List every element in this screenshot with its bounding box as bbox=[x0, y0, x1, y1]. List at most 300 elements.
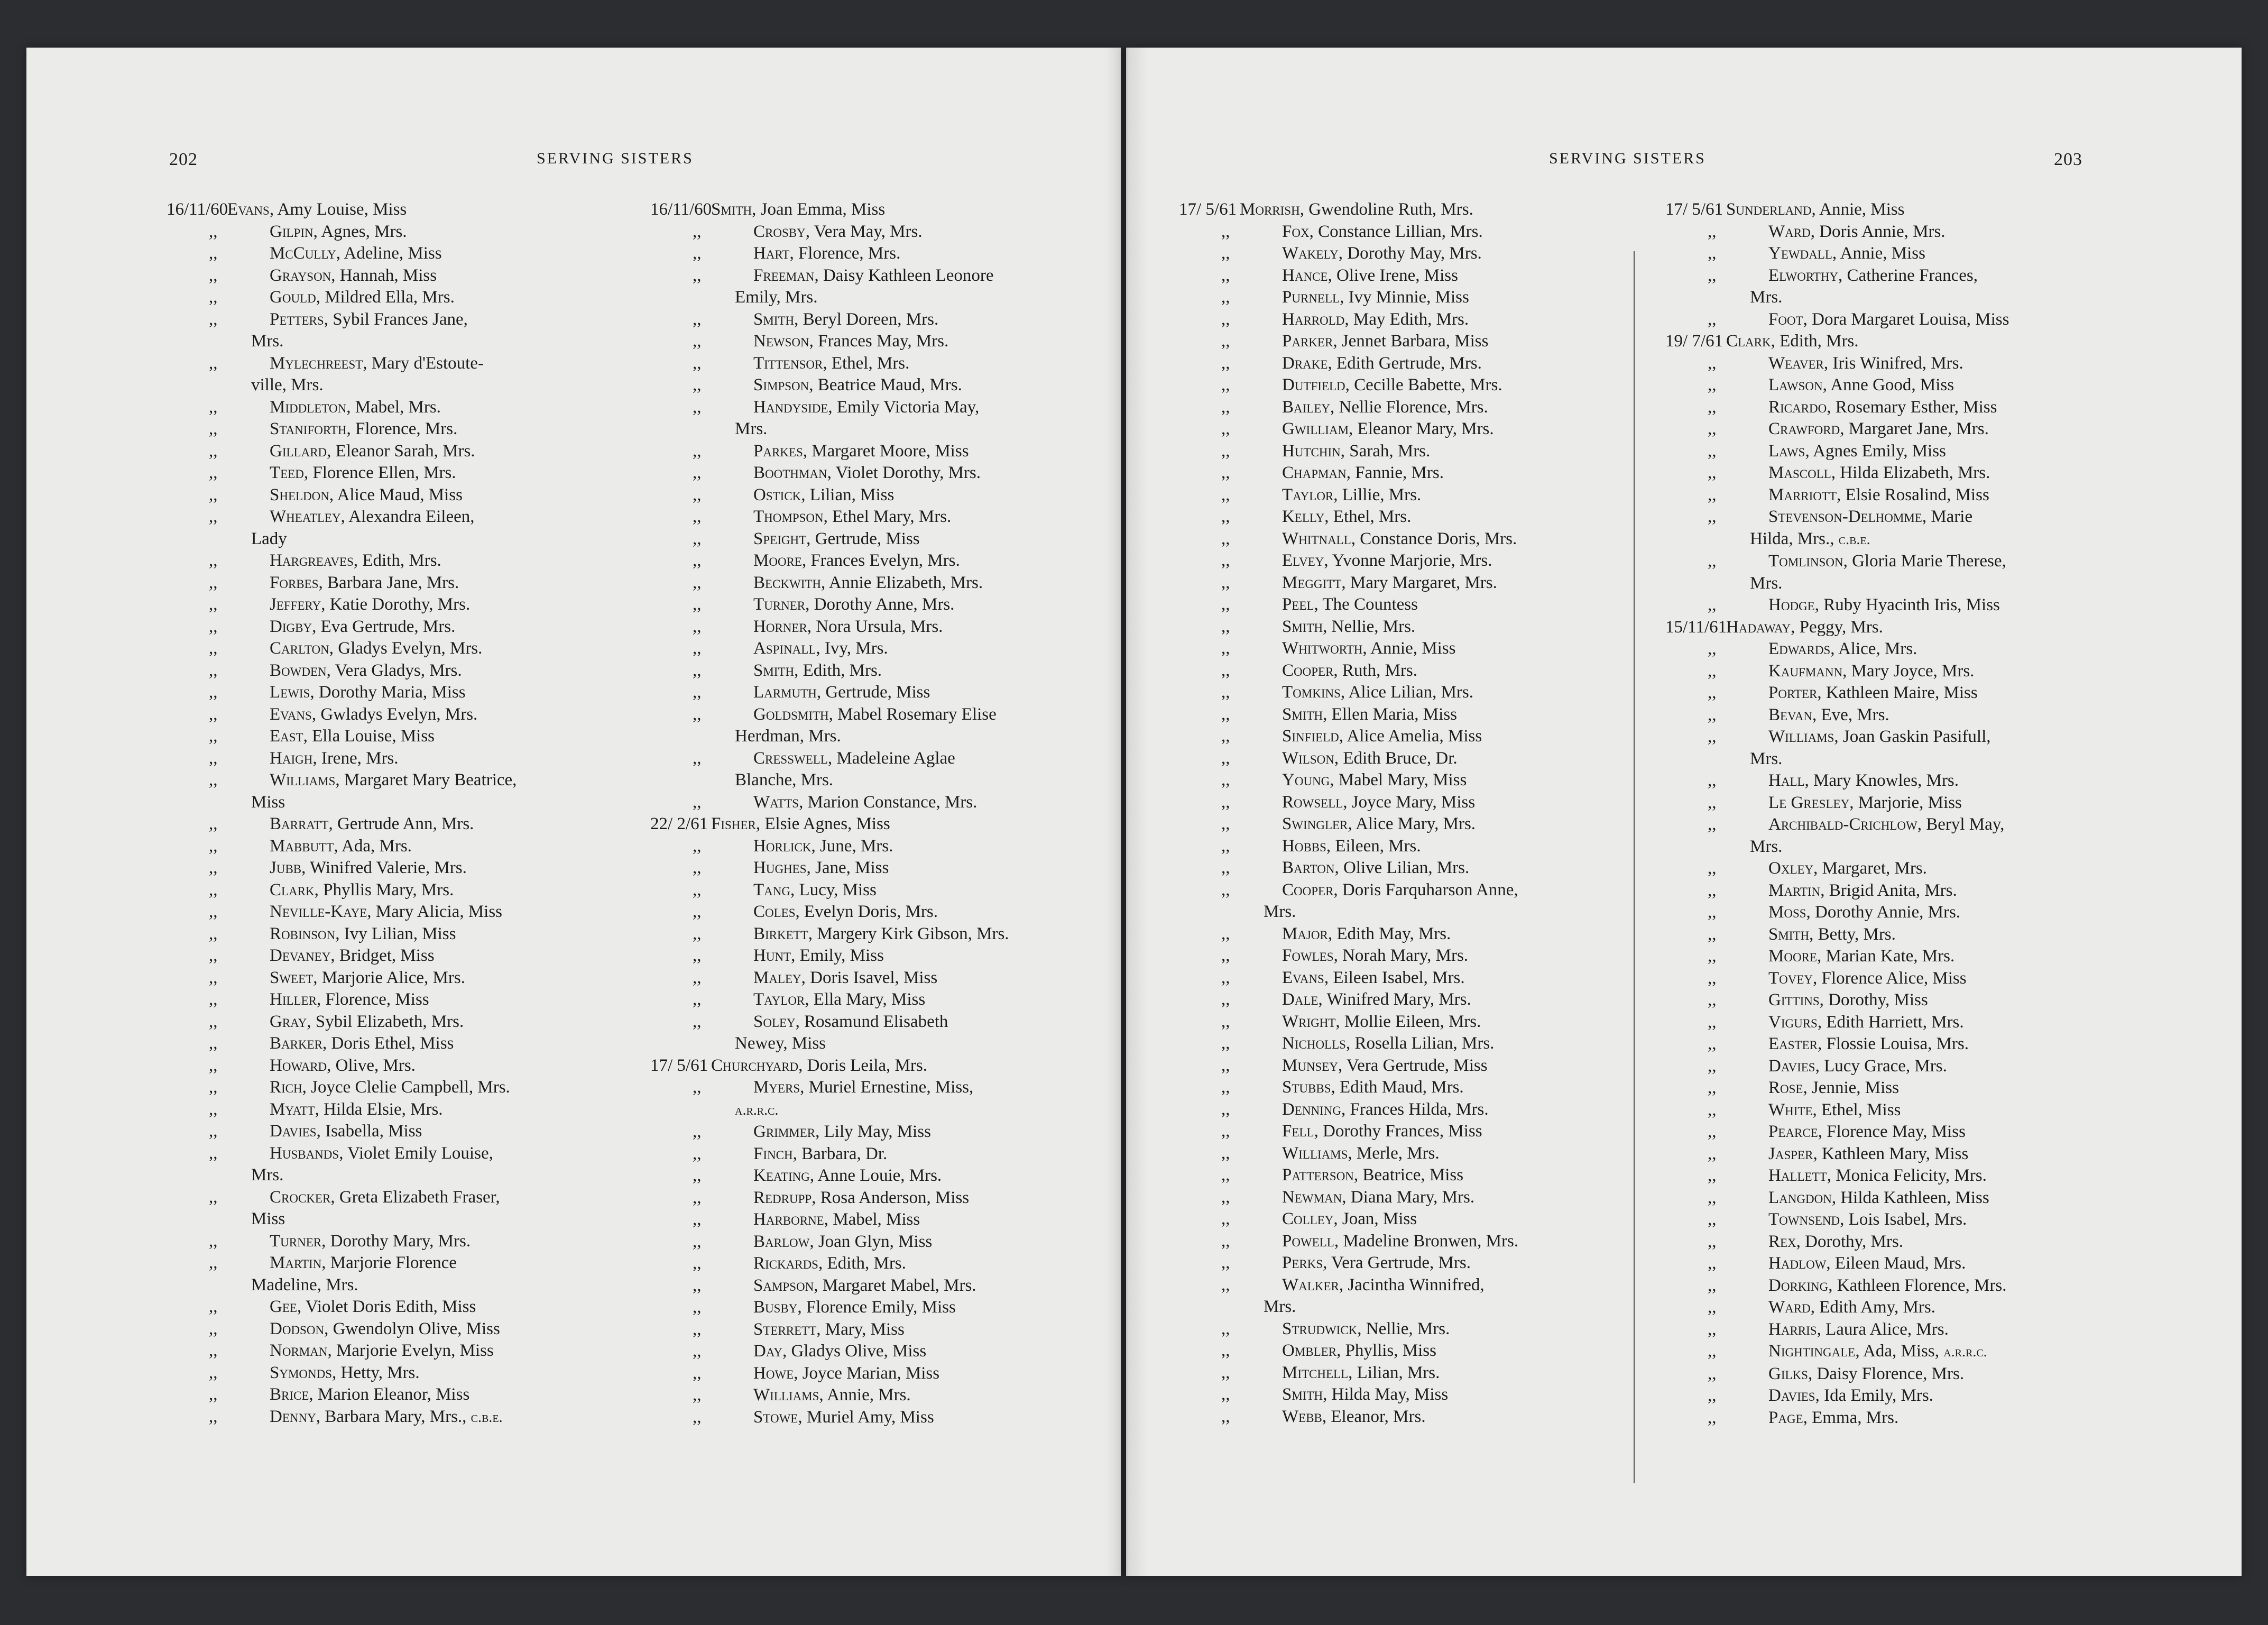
entry-name bbox=[1282, 1077, 1655, 1099]
entry-name bbox=[1282, 813, 1655, 836]
entry-date: ,, bbox=[1221, 507, 1230, 526]
entry-date: ,, bbox=[1221, 968, 1230, 987]
entry-date: ,, bbox=[1221, 1012, 1230, 1031]
entry-forenames: , Rosella Lilian, Mrs. bbox=[1345, 1034, 1495, 1053]
entry-forenames: , Dorothy, Mrs. bbox=[1796, 1232, 1903, 1251]
entry-row bbox=[650, 901, 1121, 923]
entry-forenames: , Hannah, Miss bbox=[331, 265, 437, 285]
entry-surname: Forbes bbox=[270, 573, 319, 592]
entry-date: ,, bbox=[1221, 1187, 1230, 1207]
entry-continuation bbox=[167, 1274, 642, 1297]
entry-name bbox=[1240, 901, 1655, 923]
entry-name bbox=[753, 857, 1121, 879]
entry-name bbox=[1282, 572, 1655, 594]
entry-surname: Sterrett bbox=[753, 1319, 817, 1339]
entry-row bbox=[1179, 506, 1655, 528]
entry-date: ,, bbox=[209, 639, 218, 658]
entry-date: ,, bbox=[693, 332, 702, 351]
entry-surname: Hobbs bbox=[1282, 836, 1326, 856]
entry-date: ,, bbox=[1708, 1034, 1717, 1053]
entry-date: ,, bbox=[693, 1342, 702, 1361]
entry-date: ,, bbox=[1708, 244, 1717, 263]
entry-surname: Hance bbox=[1282, 265, 1328, 285]
entry-date: ,, bbox=[1708, 1319, 1717, 1339]
entry-forenames: Mrs. bbox=[1750, 837, 1783, 856]
entry-name bbox=[1282, 550, 1655, 572]
entry-date: ,, bbox=[209, 858, 218, 877]
entry-date: ,, bbox=[693, 265, 702, 285]
entry-name bbox=[1726, 199, 2141, 221]
entry-name bbox=[753, 792, 1121, 814]
entry-surname: Stubbs bbox=[1282, 1078, 1331, 1097]
entry-name bbox=[711, 813, 1121, 836]
entry-name bbox=[1282, 330, 1655, 353]
entry-forenames: , Mildred Ella, Mrs. bbox=[316, 288, 455, 307]
entry-date: ,, bbox=[693, 397, 702, 417]
entry-date: ,, bbox=[1221, 573, 1230, 592]
entry-forenames: , Emma, Mrs. bbox=[1803, 1408, 1899, 1427]
entry-surname: Tittensor bbox=[753, 353, 823, 373]
entry-row bbox=[167, 879, 642, 902]
entry-date: ,, bbox=[1708, 880, 1717, 900]
entry-forenames: , Edith Harriett, Mrs. bbox=[1817, 1012, 1964, 1032]
entry-row bbox=[1665, 989, 2141, 1012]
left-page bbox=[26, 48, 1121, 1576]
entry-forenames: , Florence May, Miss bbox=[1818, 1122, 1966, 1141]
entry-surname: Wilson bbox=[1282, 748, 1334, 768]
entry-name bbox=[1282, 374, 1655, 397]
entry-name bbox=[1282, 726, 1655, 748]
entry-row bbox=[650, 1341, 1121, 1363]
entry-name bbox=[1282, 1121, 1655, 1143]
entry-date: ,, bbox=[1708, 1232, 1717, 1251]
entry-name bbox=[1726, 287, 2141, 309]
entry-name bbox=[1768, 594, 2141, 617]
entry-forenames: , Hilda May, Miss bbox=[1323, 1385, 1449, 1404]
entry-forenames: , Jennet Barbara, Miss bbox=[1333, 332, 1489, 351]
entry-forenames: , Mabel, Miss bbox=[824, 1210, 920, 1229]
entry-name bbox=[753, 330, 1121, 353]
entry-surname: Smith bbox=[753, 660, 795, 680]
entry-forenames: , Joan Gaskin Pasifull, bbox=[1834, 727, 1991, 746]
entry-forenames: , Lucy, Miss bbox=[790, 880, 877, 899]
entry-surname: Martin bbox=[1768, 880, 1821, 900]
entry-date: ,, bbox=[1708, 924, 1717, 944]
entry-surname: Taylor bbox=[753, 990, 805, 1009]
entry-surname: Hodge bbox=[1768, 595, 1815, 614]
entry-surname: Wright bbox=[1282, 1012, 1336, 1031]
entry-forenames: , Anne Good, Miss bbox=[1822, 375, 1954, 394]
entry-date: 16/11/60 bbox=[167, 200, 228, 219]
entry-date: ,, bbox=[693, 748, 702, 768]
entry-forenames: , Edith Amy, Mrs. bbox=[1810, 1298, 1935, 1317]
entry-name bbox=[227, 792, 642, 814]
entry-name bbox=[711, 1033, 1121, 1055]
entry-surname: Oxley bbox=[1768, 859, 1814, 878]
entry-date: ,, bbox=[209, 704, 218, 724]
entry-surname: Mascoll bbox=[1768, 463, 1831, 482]
entry-date: ,, bbox=[1221, 990, 1230, 1009]
entry-surname: Staniforth bbox=[270, 419, 347, 438]
entry-row bbox=[1179, 769, 1655, 792]
entry-date: ,, bbox=[1221, 639, 1230, 658]
entry-date: ,, bbox=[209, 748, 218, 768]
entry-date: ,, bbox=[693, 1363, 702, 1383]
entry-date: ,, bbox=[209, 1385, 218, 1404]
entry-date: ,, bbox=[693, 1188, 702, 1207]
entry-surname: Bailey bbox=[1282, 397, 1330, 417]
entry-continuation bbox=[1665, 748, 2141, 770]
entry-row bbox=[1179, 660, 1655, 682]
entry-forenames: , Ella Mary, Miss bbox=[805, 990, 926, 1009]
entry-row bbox=[1665, 704, 2141, 727]
entry-date: ,, bbox=[693, 660, 702, 680]
entry-forenames: , Ethel Mary, Mrs. bbox=[823, 507, 952, 526]
entry-date: ,, bbox=[1221, 748, 1230, 768]
entry-name bbox=[1768, 989, 2141, 1012]
entry-row bbox=[1665, 484, 2141, 507]
entry-name bbox=[1282, 682, 1655, 704]
entry-surname: Walker bbox=[1282, 1275, 1339, 1295]
entry-surname: Rickards bbox=[753, 1254, 818, 1273]
entry-date bbox=[167, 1208, 227, 1231]
entry-forenames: , Ivy, Mrs. bbox=[816, 639, 888, 658]
entry-forenames: , Eileen Isabel, Mrs. bbox=[1324, 968, 1465, 987]
entry-name bbox=[1768, 924, 2141, 946]
entry-surname: Marriott bbox=[1768, 485, 1837, 504]
entry-row bbox=[1179, 1231, 1655, 1253]
entry-name bbox=[753, 374, 1121, 397]
entry-forenames: , Eileen, Mrs. bbox=[1326, 836, 1421, 856]
entry-name bbox=[270, 1011, 642, 1033]
entry-date: ,, bbox=[209, 770, 218, 789]
entry-forenames: , Edith, Mrs. bbox=[1771, 332, 1859, 351]
entry-continuation bbox=[1665, 528, 2141, 551]
entry-name bbox=[270, 243, 642, 265]
entry-name bbox=[753, 901, 1121, 923]
entry-row bbox=[167, 265, 642, 287]
entry-surname: Myers bbox=[753, 1078, 800, 1097]
entry-surname: Harris bbox=[1768, 1319, 1817, 1339]
entry-row bbox=[1179, 440, 1655, 463]
entry-forenames: Lady bbox=[251, 529, 287, 548]
entry-row bbox=[167, 1187, 642, 1209]
entry-date: ,, bbox=[1221, 595, 1230, 614]
entry-forenames: , Cecille Babette, Mrs. bbox=[1345, 375, 1502, 394]
entry-date: ,, bbox=[1708, 441, 1717, 461]
entry-row bbox=[650, 857, 1121, 879]
entry-forenames: , Peggy, Mrs. bbox=[1791, 617, 1883, 637]
entry-row bbox=[1179, 1011, 1655, 1033]
entry-forenames: , Ethel, Mrs. bbox=[823, 353, 910, 373]
entry-date: ,, bbox=[209, 1363, 218, 1382]
entry-name bbox=[1282, 1362, 1655, 1384]
entry-forenames: , Florence, Mrs. bbox=[789, 244, 901, 263]
entry-continuation bbox=[650, 287, 1121, 309]
entry-surname: Crocker bbox=[270, 1187, 331, 1207]
entry-date: ,, bbox=[1221, 1385, 1230, 1404]
entry-date: ,, bbox=[693, 858, 702, 877]
entry-row bbox=[1179, 989, 1655, 1011]
entry-forenames: , Alice Mary, Mrs. bbox=[1348, 814, 1476, 833]
entry-forenames: , Frances Hilda, Mrs. bbox=[1341, 1099, 1489, 1119]
entry-surname: Handyside bbox=[753, 397, 828, 417]
entry-forenames: , Isabella, Miss bbox=[316, 1122, 422, 1141]
entry-surname: Major bbox=[1282, 924, 1328, 943]
entry-name bbox=[753, 484, 1121, 507]
entry-row bbox=[1665, 1077, 2141, 1099]
entry-date: ,, bbox=[1221, 617, 1230, 636]
entry-date: ,, bbox=[209, 507, 218, 526]
entry-name bbox=[1282, 1318, 1655, 1341]
entry-name bbox=[1240, 199, 1655, 221]
entry-row bbox=[650, 309, 1121, 331]
entry-row bbox=[650, 1011, 1121, 1033]
entry-name bbox=[1768, 243, 2141, 265]
entry-name bbox=[1282, 857, 1655, 879]
entry-date: ,, bbox=[693, 902, 702, 921]
entry-date: ,, bbox=[1221, 704, 1230, 724]
entry-forenames: , Ella Louise, Miss bbox=[303, 727, 435, 746]
entry-name bbox=[1282, 418, 1655, 440]
entry-forenames: Mrs. bbox=[1750, 573, 1783, 593]
entry-forenames: , Florence Alice, Miss bbox=[1813, 968, 1967, 988]
entry-date: ,, bbox=[1221, 244, 1230, 263]
entry-surname: Moss bbox=[1768, 903, 1806, 922]
entry-date bbox=[1665, 748, 1726, 770]
entry-row bbox=[1665, 902, 2141, 924]
entry-forenames: , Joan Emma, Miss bbox=[752, 200, 886, 219]
entry-forenames: Newey, Miss bbox=[735, 1034, 826, 1053]
entry-forenames: , Olive Irene, Miss bbox=[1327, 265, 1458, 285]
entry-forenames: , Nora Ursula, Mrs. bbox=[807, 617, 943, 636]
entry-row bbox=[167, 1231, 642, 1253]
entry-row bbox=[1665, 638, 2141, 660]
entry-row bbox=[1179, 221, 1655, 243]
entry-surname: Hunt bbox=[753, 946, 791, 965]
entry-row bbox=[167, 945, 642, 967]
entry-forenames: , Margaret Mabel, Mrs. bbox=[814, 1275, 976, 1295]
entry-date: ,, bbox=[1221, 836, 1230, 856]
entry-row bbox=[167, 287, 642, 309]
entry-date: ,, bbox=[1708, 507, 1717, 526]
entry-row bbox=[1665, 814, 2141, 836]
entry-date: ,, bbox=[209, 309, 218, 329]
entry-row bbox=[1665, 1165, 2141, 1187]
entry-row bbox=[1179, 1077, 1655, 1099]
entry-name bbox=[1768, 462, 2141, 484]
entry-date: 17/ 5/61 bbox=[1179, 200, 1237, 219]
entry-surname: Smith bbox=[1282, 1385, 1323, 1404]
entry-row bbox=[1665, 1363, 2141, 1385]
entry-row bbox=[1179, 638, 1655, 660]
entry-forenames: Herdman, Mrs. bbox=[735, 727, 841, 746]
entry-forenames: , Doris Farquharson Anne, bbox=[1333, 880, 1518, 899]
entry-row bbox=[167, 1033, 642, 1055]
entry-surname: Bevan bbox=[1768, 705, 1812, 724]
entry-surname: Robinson bbox=[270, 924, 336, 943]
entry-date: ,, bbox=[693, 222, 702, 241]
entry-row bbox=[1665, 770, 2141, 792]
entry-date: ,, bbox=[1708, 463, 1717, 482]
entry-name bbox=[270, 418, 642, 440]
entry-name bbox=[1240, 1296, 1655, 1318]
entry-forenames: , Florence Emily, Miss bbox=[797, 1298, 956, 1317]
entry-row bbox=[650, 594, 1121, 616]
entry-surname: Barlow bbox=[753, 1232, 810, 1251]
entry-row bbox=[167, 572, 642, 594]
entry-forenames: , Joyce Marian, Miss bbox=[794, 1363, 940, 1383]
entry-row bbox=[650, 528, 1121, 550]
entry-name bbox=[270, 1252, 642, 1274]
entry-surname: Howard bbox=[270, 1055, 327, 1075]
entry-surname: Rex bbox=[1768, 1232, 1796, 1251]
entry-date: ,, bbox=[1221, 770, 1230, 789]
entry-name bbox=[753, 1275, 1121, 1297]
entry-forenames: , Muriel Amy, Miss bbox=[798, 1407, 934, 1427]
entry-forenames: , Emily Victoria May, bbox=[828, 397, 980, 417]
entry-surname: Birkett bbox=[753, 924, 808, 943]
entry-date: ,, bbox=[1708, 265, 1717, 285]
entry-row bbox=[1665, 945, 2141, 968]
entry-row bbox=[1665, 1297, 2141, 1319]
entry-surname: Porter bbox=[1768, 683, 1818, 702]
entry-date: ,, bbox=[209, 265, 218, 285]
entry-surname: Meggitt bbox=[1282, 573, 1342, 592]
entry-row bbox=[1665, 440, 2141, 463]
entry-surname: Webb bbox=[1282, 1407, 1322, 1426]
entry-date: ,, bbox=[1221, 551, 1230, 570]
entry-surname: Gillard bbox=[270, 441, 327, 461]
entry-row bbox=[650, 1077, 1121, 1099]
entry-date: ,, bbox=[1708, 1386, 1717, 1405]
entry-forenames: , Edith, Mrs. bbox=[353, 551, 441, 570]
entry-name bbox=[270, 1055, 642, 1077]
entry-forenames: , Greta Elizabeth Fraser, bbox=[330, 1187, 500, 1207]
entry-surname: Mylechreest bbox=[270, 353, 363, 373]
entry-date: ,, bbox=[693, 1166, 702, 1185]
entry-forenames: , Mabel, Mrs. bbox=[346, 397, 441, 417]
entry-surname: Day bbox=[753, 1342, 782, 1361]
entry-date: ,, bbox=[1708, 1166, 1717, 1185]
entry-name bbox=[270, 1077, 642, 1099]
entry-name bbox=[1282, 1143, 1655, 1165]
entry-name bbox=[753, 1165, 1121, 1187]
entry-name bbox=[1282, 1231, 1655, 1253]
entry-row bbox=[650, 1407, 1121, 1429]
entry-row bbox=[1179, 1362, 1655, 1384]
entry-date: ,, bbox=[209, 990, 218, 1009]
entry-date: ,, bbox=[1221, 375, 1230, 394]
entry-date: ,, bbox=[209, 1319, 218, 1338]
entry-forenames: , Mary Alicia, Miss bbox=[367, 902, 503, 921]
entry-date: ,, bbox=[693, 551, 702, 570]
entry-date: ,, bbox=[693, 1319, 702, 1339]
entry-name bbox=[753, 879, 1121, 902]
entry-row bbox=[650, 243, 1121, 265]
entry-forenames: , Phyllis, Miss bbox=[1336, 1341, 1436, 1360]
entry-name bbox=[1282, 638, 1655, 660]
entry-name bbox=[1768, 221, 2141, 243]
entry-name bbox=[1282, 243, 1655, 265]
entry-date: ,, bbox=[1221, 1407, 1230, 1426]
entry-date bbox=[650, 418, 711, 440]
entry-surname: Langdon bbox=[1768, 1188, 1832, 1207]
entry-name bbox=[270, 813, 642, 836]
entry-name bbox=[270, 1099, 642, 1121]
entry-forenames: , Hetty, Mrs. bbox=[332, 1363, 420, 1382]
entry-row bbox=[167, 221, 642, 243]
entry-forenames: , Edith, Mrs. bbox=[818, 1254, 906, 1273]
entry-row bbox=[167, 1121, 642, 1143]
entry-row bbox=[1179, 857, 1655, 879]
entry-surname: Elvey bbox=[1282, 551, 1324, 570]
entry-name bbox=[1282, 594, 1655, 616]
entry-row bbox=[167, 199, 642, 221]
entry-surname: Townsend bbox=[1768, 1210, 1840, 1229]
entry-row bbox=[1179, 813, 1655, 836]
entry-forenames: , June, Mrs. bbox=[811, 836, 893, 856]
entry-name bbox=[1768, 1341, 2141, 1363]
entry-name bbox=[270, 1362, 642, 1384]
entry-surname: Clark bbox=[1726, 332, 1771, 351]
entry-name bbox=[753, 1077, 1121, 1099]
entry-row bbox=[650, 660, 1121, 682]
entry-surname: Norman bbox=[270, 1341, 328, 1360]
entry-row bbox=[167, 660, 642, 682]
entry-name bbox=[1768, 1055, 2141, 1078]
entry-surname: Munsey bbox=[1282, 1055, 1339, 1075]
entry-row bbox=[1665, 858, 2141, 880]
entry-name bbox=[1282, 506, 1655, 528]
entry-row bbox=[650, 836, 1121, 858]
entry-surname: Morrish bbox=[1240, 200, 1300, 219]
entry-forenames: , Madeline Bronwen, Mrs. bbox=[1334, 1231, 1519, 1251]
entry-surname: Whitworth bbox=[1282, 639, 1363, 658]
entry-date: ,, bbox=[1221, 463, 1230, 482]
entry-surname: Fowles bbox=[1282, 946, 1334, 965]
entry-name bbox=[1282, 528, 1655, 550]
entry-surname: Fisher bbox=[711, 814, 756, 833]
entry-name bbox=[753, 1143, 1121, 1165]
entry-row bbox=[650, 1209, 1121, 1231]
entry-date: ,, bbox=[1708, 639, 1717, 658]
entry-row bbox=[167, 1362, 642, 1384]
entry-surname: Soley bbox=[753, 1012, 796, 1031]
entry-name bbox=[270, 682, 642, 704]
entry-row bbox=[1665, 330, 2141, 353]
entry-forenames: , Annie, Miss bbox=[1811, 200, 1905, 219]
entry-forenames: Madeline, Mrs. bbox=[251, 1275, 358, 1295]
entry-date: ,, bbox=[1221, 265, 1230, 285]
entry-name bbox=[1768, 1385, 2141, 1407]
entry-continuation bbox=[167, 528, 642, 550]
entry-forenames: , Anne Louie, Mrs. bbox=[809, 1166, 942, 1185]
entry-date: ,, bbox=[1708, 947, 1717, 966]
entry-date: ,, bbox=[209, 1187, 218, 1207]
entry-forenames: , Annie, Miss bbox=[1362, 639, 1456, 658]
entry-surname: Gee bbox=[270, 1297, 297, 1316]
entry-name bbox=[1768, 1275, 2141, 1297]
entry-surname: Evans bbox=[227, 200, 270, 219]
entry-row bbox=[1665, 968, 2141, 990]
entry-row bbox=[167, 836, 642, 858]
entry-continuation bbox=[167, 1208, 642, 1231]
entry-row bbox=[650, 397, 1121, 419]
entry-row bbox=[650, 1363, 1121, 1385]
entry-row bbox=[1179, 748, 1655, 770]
entry-forenames: , Daisy Florence, Mrs. bbox=[1808, 1364, 1965, 1383]
